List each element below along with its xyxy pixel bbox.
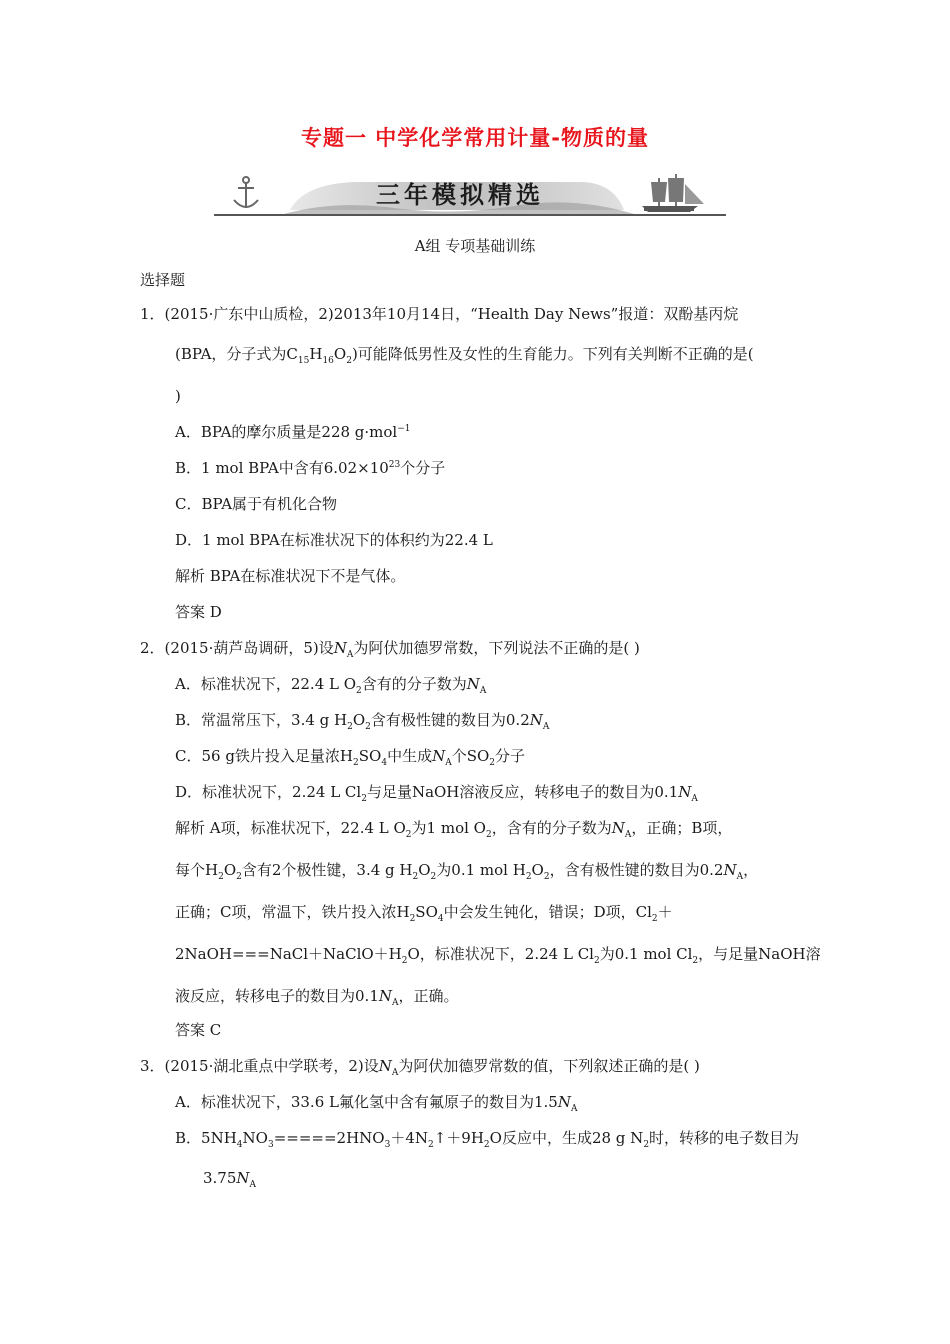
- question-2-analysis-line5: 液反应，转移电子的数目为$0.1N_A$，正确。: [175, 987, 459, 1008]
- question-3-option-b: B．$5NH_4NO_3=====2HNO_3+4N_2↑+9H_2O$反应中，生成28 g $N_2$时，转移的电子数目为: [175, 1129, 800, 1150]
- anchor-icon: [234, 177, 258, 208]
- question-1-stem-line2: (BPA，分子式为$C_{15}H_{16}O_2$)可能降低男性及女性的生育能力。下列有关判断不正确的是(: [175, 345, 754, 366]
- group-heading: A组 专项基础训练: [414, 237, 536, 255]
- question-1-analysis: 解析 BPA在标准状况下不是气体。: [175, 567, 406, 585]
- page-title: 专题一 中学化学常用计量-物质的量: [300, 126, 650, 150]
- question-3-option-b-cont: $3.75N_A$: [203, 1169, 257, 1190]
- question-2-option-b: B．常温常压下，3.4 g $H_2O_2$含有极性键的数目为$0.2N_A$: [175, 711, 550, 732]
- question-1-stem: 1．(2015·广东中山质检，2)2013年10月14日，“Health Day News”报道：双酚基丙烷: [140, 305, 739, 323]
- question-1-stem-line3: ): [175, 387, 181, 405]
- question-2-option-d: D．标准状况下，2.24 L $Cl_2$与足量NaOH溶液反应，转移电子的数目为$0.1N_A$: [175, 783, 698, 804]
- question-2-analysis-line3: 正确；C项，常温下，铁片投入浓$H_2SO_4$中会发生钝化，错误；D项，$Cl_2+$: [175, 903, 673, 924]
- question-2-analysis-line1: 解析 A项，标准状况下，22.4 L $O_2$为1 mol $O_2$，含有的分子数为$N_A$，正确；B项，: [175, 819, 733, 840]
- question-2-analysis-line4: $2NaOH===NaCl+NaClO+H_2O$，标准状况下，2.24 L $Cl_2$为0.1 mol $Cl_2$，与足量NaOH溶: [175, 945, 821, 966]
- question-1-option-d: D．1 mol BPA在标准状况下的体积约为22.4 L: [175, 531, 493, 549]
- question-1-option-a: A．BPA的摩尔质量是228 g·mol$^{-1}$: [175, 423, 411, 441]
- question-3-stem: 3．(2015·湖北重点中学联考，2)设$N_A$为阿伏加德罗常数的值，下列叙述正确的是( ): [140, 1057, 700, 1078]
- section-heading: 选择题: [140, 271, 186, 289]
- question-2-analysis-line2: 每个$H_2O_2$含有2个极性键，3.4 g $H_2O_2$为0.1 mol $H_2O_2$，含有极性键的数目为$0.2N_A$，: [175, 861, 759, 882]
- question-3-option-a: A．标准状况下，33.6 L氟化氢中含有氟原子的数目为$1.5N_A$: [175, 1093, 578, 1114]
- question-1-answer: 答案 D: [175, 603, 222, 621]
- banner-title: 三年模拟精选: [376, 181, 544, 209]
- question-2-stem: 2．(2015·葫芦岛调研，5)设$N_A$为阿伏加德罗常数，下列说法不正确的是( ): [140, 639, 640, 660]
- question-1-option-c: C．BPA属于有机化合物: [175, 495, 338, 513]
- question-2-answer: 答案 C: [175, 1021, 222, 1039]
- question-2-option-a: A．标准状况下，22.4 L $O_2$含有的分子数为$N_A$: [175, 675, 487, 696]
- question-1-option-b: B．1 mol BPA中含有$6.02\times 10^{23}$个分子: [175, 459, 446, 477]
- ship-icon: [642, 174, 704, 212]
- question-2-option-c: C．56 g铁片投入足量浓$H_2SO_4$中生成$N_A$个$SO_2$分子: [175, 747, 526, 768]
